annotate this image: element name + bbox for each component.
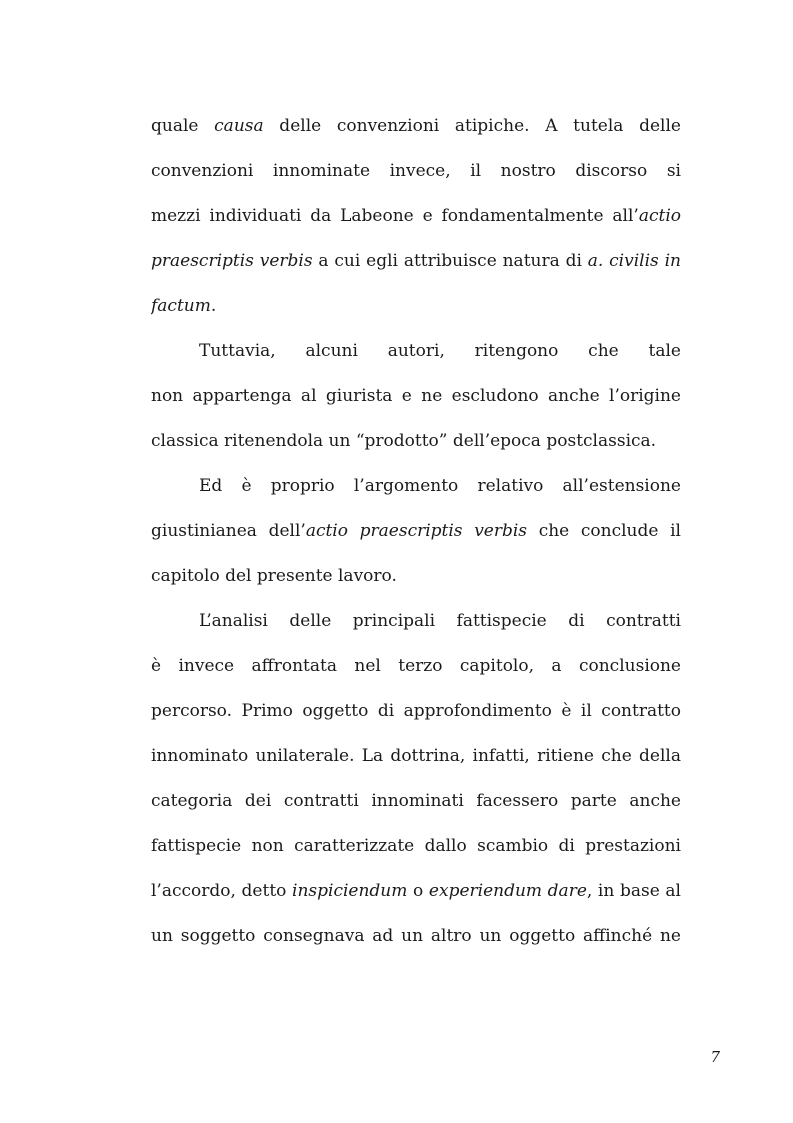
- text-segment: convenzioni innominate invece, il nostro discorso si: [151, 161, 681, 181]
- italic-text-segment: factum: [151, 296, 211, 316]
- text-line: [151, 284, 681, 329]
- text-line: [151, 194, 681, 239]
- text-line: [151, 239, 681, 284]
- text-segment: fattispecie non caratterizzate dallo scambio di prestazioni: [151, 836, 681, 856]
- text-line: [151, 734, 681, 779]
- text-segment: capitolo del presente lavoro.: [151, 566, 397, 586]
- italic-text-segment: inspiciendum: [292, 881, 408, 901]
- body-text: [151, 104, 681, 959]
- text-line: [151, 824, 681, 869]
- text-segment: mezzi individuati da Labeone e fondamentalmente all’: [151, 206, 639, 226]
- text-segment: , in base al: [586, 881, 681, 901]
- text-segment: è invece affrontata nel terzo capitolo, a conclusione: [151, 656, 681, 676]
- text-segment: percorso. Primo oggetto di approfondimento è il contratto: [151, 701, 681, 721]
- text-line: [151, 374, 681, 419]
- text-segment: Tuttavia, alcuni autori, ritengono che tale: [199, 341, 681, 361]
- italic-text-segment: experiendum dare: [428, 881, 587, 901]
- text-line: [151, 914, 681, 959]
- text-segment: classica ritenendola un “prodotto” dell’epoca postclassica.: [151, 431, 657, 451]
- italic-text-segment: actio: [638, 206, 681, 226]
- text-line: [151, 644, 681, 689]
- italic-text-segment: causa: [214, 116, 264, 136]
- page-number: 7: [710, 1048, 720, 1066]
- text-line: [151, 509, 681, 554]
- text-line: [151, 464, 681, 509]
- italic-text-segment: actio praescriptis verbis: [305, 521, 528, 541]
- text-segment: l’accordo, detto: [151, 881, 293, 901]
- text-segment: .: [210, 296, 217, 316]
- text-segment: L’analisi delle principali fattispecie di contratti: [199, 611, 681, 631]
- italic-text-segment: praescriptis verbis: [151, 251, 313, 271]
- text-line: [151, 329, 681, 374]
- text-segment: non appartenga al giurista e ne escludono anche l’origine: [151, 386, 681, 406]
- text-segment: categoria dei contratti innominati facessero parte anche: [151, 791, 681, 811]
- text-segment: Ed è proprio l’argomento relativo all’estensione: [199, 476, 681, 496]
- text-segment: un soggetto consegnava ad un altro un oggetto affinché ne: [151, 926, 681, 946]
- text-line: [151, 689, 681, 734]
- text-segment: giustinianea dell’: [151, 521, 306, 541]
- text-line: [151, 554, 681, 599]
- italic-text-segment: a. civilis in: [587, 251, 681, 271]
- text-segment: delle convenzioni atipiche. A tutela delle: [263, 116, 681, 136]
- text-line: [151, 869, 681, 914]
- text-line: [151, 779, 681, 824]
- text-line: [151, 599, 681, 644]
- text-segment: quale: [151, 116, 215, 136]
- text-line: [151, 149, 681, 194]
- text-line: [151, 419, 681, 464]
- text-segment: innominato unilaterale. La dottrina, infatti, ritiene che della: [151, 746, 681, 766]
- text-segment: che conclude il: [538, 521, 681, 541]
- text-segment: o: [407, 881, 429, 901]
- text-segment: a cui egli attribuisce natura di: [312, 251, 588, 271]
- text-line: [151, 104, 681, 149]
